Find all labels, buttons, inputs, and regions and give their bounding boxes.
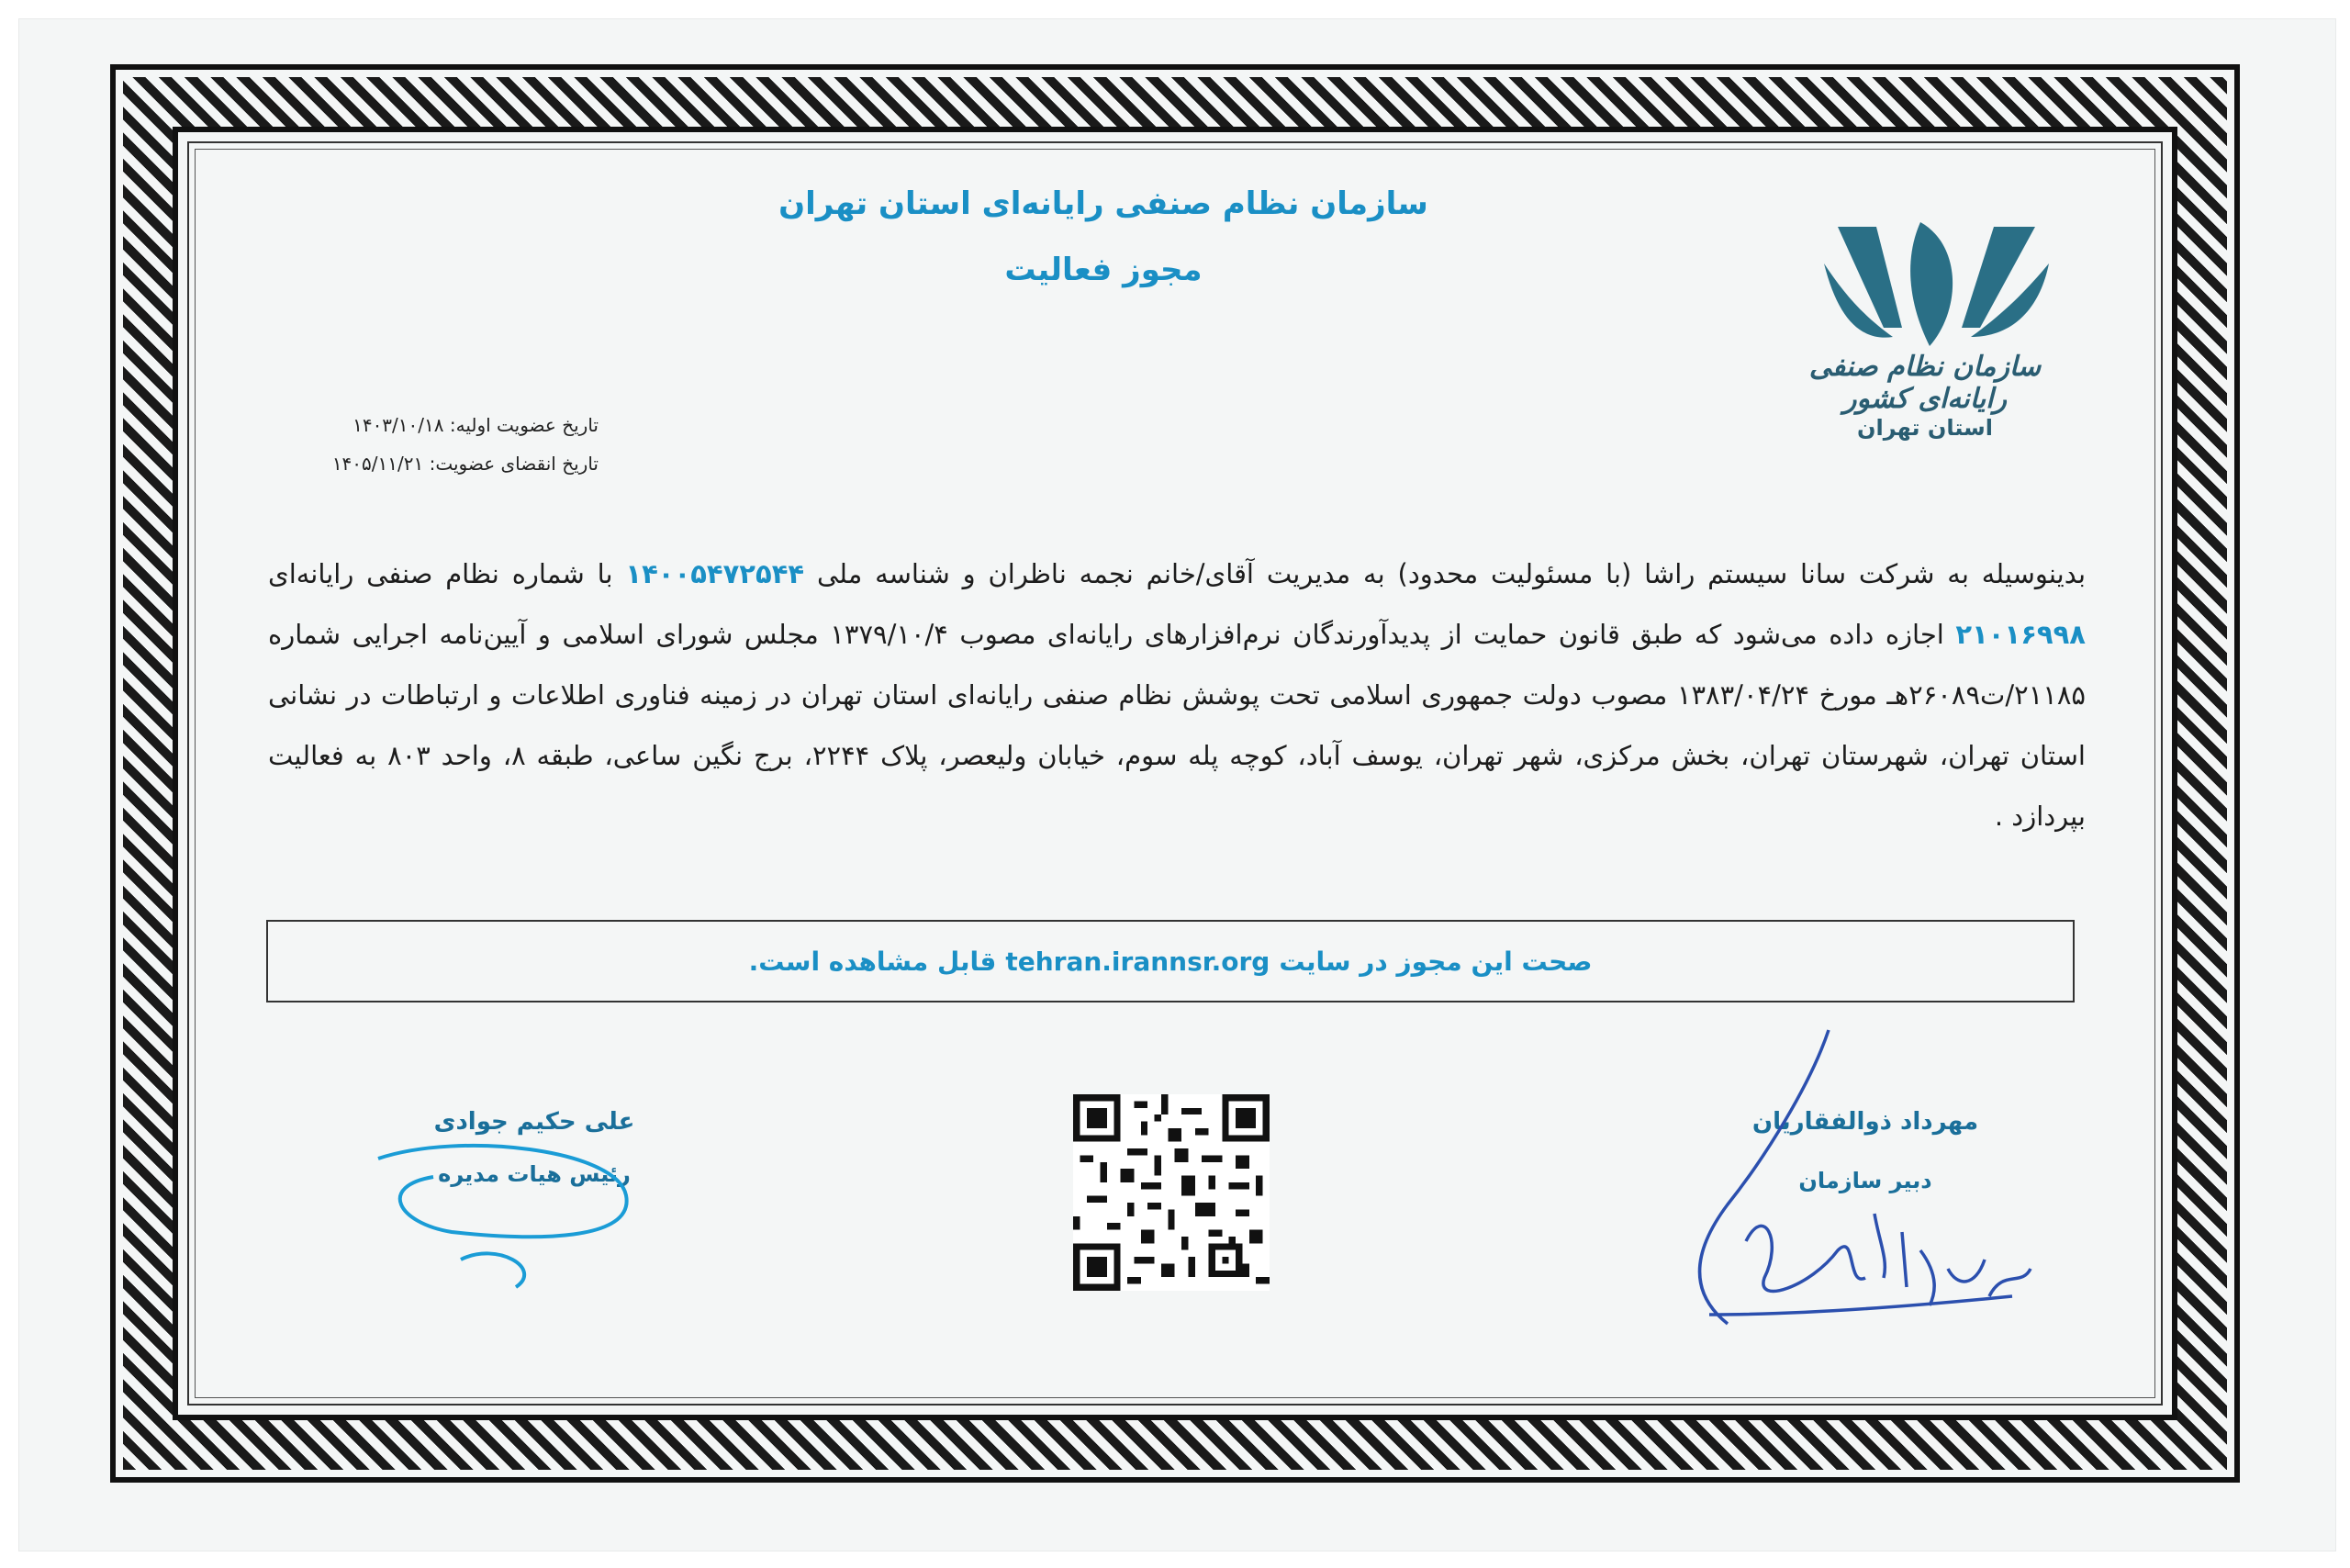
company-address: استان تهران، شهرستان تهران، بخش مرکزی، شهر تهران، یوسف آباد، کوچه پله سوم، خیابان ولیعصر، پلاک ۲۲۴۴، برج نگین ساعی، طبقه ۸، واحد ۸۰۳ [387,740,2086,771]
body-guild-prefix: با شماره نظام صنفی رایانه‌ای [268,558,626,589]
initial-membership [250,406,599,444]
expiry-membership-label: تاریخ انقضای عضویت: [429,453,599,475]
logo-subcaption: استان تهران [1857,415,1993,441]
certificate-content [195,149,2155,1398]
expiry-membership-value: ۱۴۰۵/۱۱/۲۱ [331,453,424,475]
body-closing: به فعالیت بپردازد . [268,740,2086,832]
right-signatory-role: دبیر سازمان [1798,1168,1932,1193]
national-id: ۱۴۰۰۵۴۷۲۵۴۴ [625,558,805,589]
verification-before: صحت این مجوز در سایت [1279,946,1593,977]
right-signature-icon [1627,1012,2067,1361]
left-signature-icon [351,1131,644,1296]
verification-site-link[interactable]: tehran.irannsr.org [1005,946,1270,977]
verification-box [266,920,2075,1002]
expiry-membership [250,444,599,483]
membership-dates [250,406,599,483]
body-law-text: اجازه داده می‌شود که طبق قانون حمایت از پدیدآورندگان نرم‌افزارهای رایانه‌ای مصوب ۱۳۷۹/۱۰/۴ مجلس شورای اسلامی و آیین‌نامه اجرایی شماره ۲۱۱۸۵/ت۲۶۰۸۹هـ مورخ ۱۳۸۳/۰۴/۲۴ مصوب دولت جمهوری اسلامی تحت پوشش نظام صنفی رایانه‌ای استان تهران در زمینه فناوری اطلاعات و ارتباطات در نشانی [268,619,2087,711]
manager-name: نجمه ناظران [988,558,1134,589]
body-intro: بدینوسیله به شرکت [1846,558,2087,589]
document-title: مجوز فعالیت [1004,252,1203,288]
initial-membership-label: تاریخ عضویت اولیه: [449,414,599,436]
right-signatory-name: مهرداد ذوالفقاریان [1751,1108,1979,1136]
initial-membership-value: ۱۴۰۳/۱۰/۱۸ [352,414,444,436]
logo-caption: سازمان نظام صنفی رایانه‌ای کشور [1808,351,2042,415]
license-body [268,543,2086,846]
verification-after: قابل مشاهده است. [748,946,997,977]
body-id-prefix: و شناسه ملی [804,558,989,589]
left-signatory-role: رئیس هیات مدیره [438,1161,631,1187]
guild-number: ۲۱۰۱۶۹۹۸ [1955,619,2086,650]
left-signatory-name: علی حکیم جوادی [433,1108,635,1136]
company-name: سانا سیستم راشا (با مسئولیت محدود) [1397,558,1847,589]
verification-qr-code[interactable] [1073,1094,1270,1291]
organization-title: سازمان نظام صنفی رایانه‌ای استان تهران [778,185,1428,222]
body-manager-prefix: به مدیریت آقای/خانم [1133,558,1398,589]
